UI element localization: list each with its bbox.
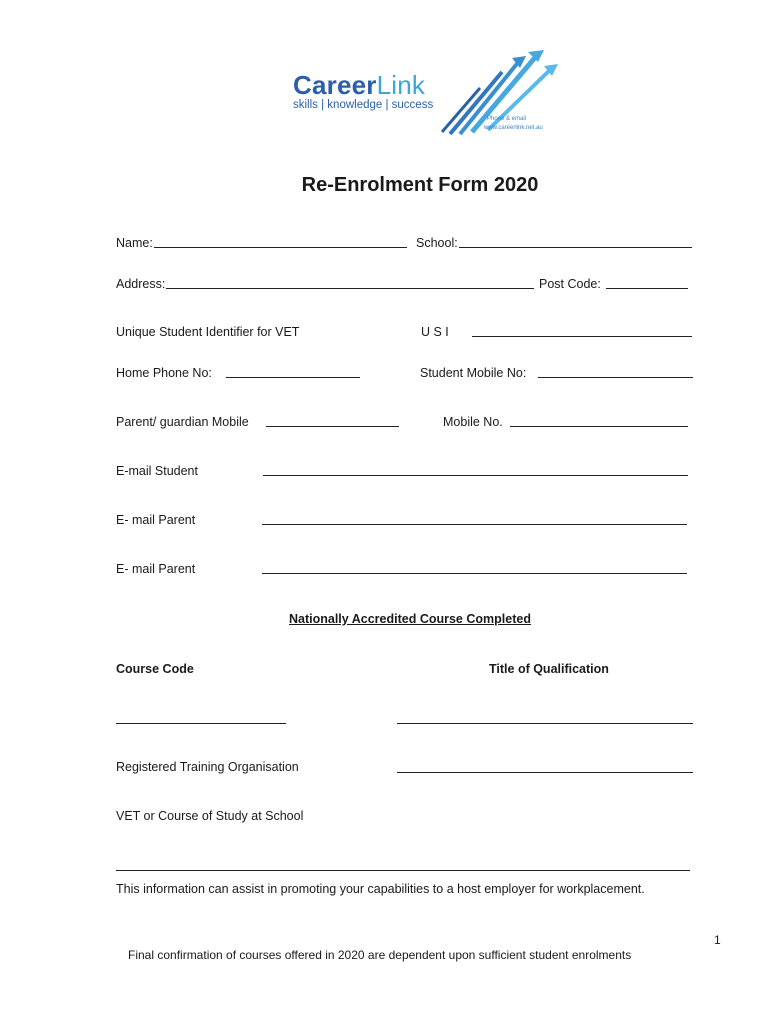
usi-field[interactable] — [472, 336, 692, 337]
logo-brand-main: Career — [293, 70, 377, 100]
page-number: 1 — [714, 933, 721, 947]
logo-tagline: skills | knowledge | success — [293, 99, 434, 111]
footer-note: Final confirmation of courses offered in 2020 are dependent upon sufficient student enrolments — [128, 948, 632, 962]
course-code-field[interactable] — [116, 723, 286, 724]
parent-mobile-label: Parent/ guardian Mobile — [116, 415, 249, 429]
email-parent-field[interactable] — [262, 573, 687, 574]
email-parent-label: E- mail Parent — [116, 513, 196, 527]
email-parent-label: E- mail Parent — [116, 562, 196, 576]
mobile-field[interactable] — [510, 426, 688, 427]
usi-short-label: U S I — [421, 325, 449, 339]
mobile-label: Mobile No. — [443, 415, 503, 429]
logo-contact-line: Phone & email — [487, 116, 527, 122]
form-title: Re-Enrolment Form 2020 — [301, 174, 539, 196]
student-mobile-label: Student Mobile No: — [420, 366, 527, 380]
school-field[interactable] — [459, 247, 692, 248]
name-label: Name: — [116, 236, 153, 250]
student-mobile-field[interactable] — [538, 377, 693, 378]
parent-mobile-field[interactable] — [266, 426, 399, 427]
email-student-field[interactable] — [263, 475, 688, 476]
vet-course-label: VET or Course of Study at School — [116, 809, 304, 823]
logo-brand-text — [293, 70, 425, 101]
address-field[interactable] — [166, 288, 534, 289]
info-note: This information can assist in promoting your capabilities to a host employer for workplacement. — [116, 882, 645, 896]
address-label: Address: — [116, 277, 166, 291]
school-label: School: — [416, 236, 458, 250]
course-code-label: Course Code — [116, 662, 194, 676]
qualification-title-label: Title of Qualification — [489, 662, 609, 676]
usi-label: Unique Student Identifier for VET — [116, 325, 300, 339]
postcode-field[interactable] — [606, 288, 688, 289]
qualification-title-field[interactable] — [397, 723, 693, 724]
email-parent-field[interactable] — [262, 524, 687, 525]
course-section-heading: Nationally Accredited Course Completed — [289, 612, 531, 626]
rto-label: Registered Training Organisation — [116, 760, 299, 774]
postcode-label: Post Code: — [539, 277, 601, 291]
home-phone-label: Home Phone No: — [116, 366, 212, 380]
logo-brand-accent: Link — [376, 70, 426, 100]
email-student-label: E-mail Student — [116, 464, 198, 478]
rto-field[interactable] — [397, 772, 693, 773]
logo-website-line: www.careerlink.net.au — [484, 125, 543, 131]
vet-course-field[interactable] — [116, 870, 690, 871]
home-phone-field[interactable] — [226, 377, 360, 378]
name-field[interactable] — [154, 247, 407, 248]
